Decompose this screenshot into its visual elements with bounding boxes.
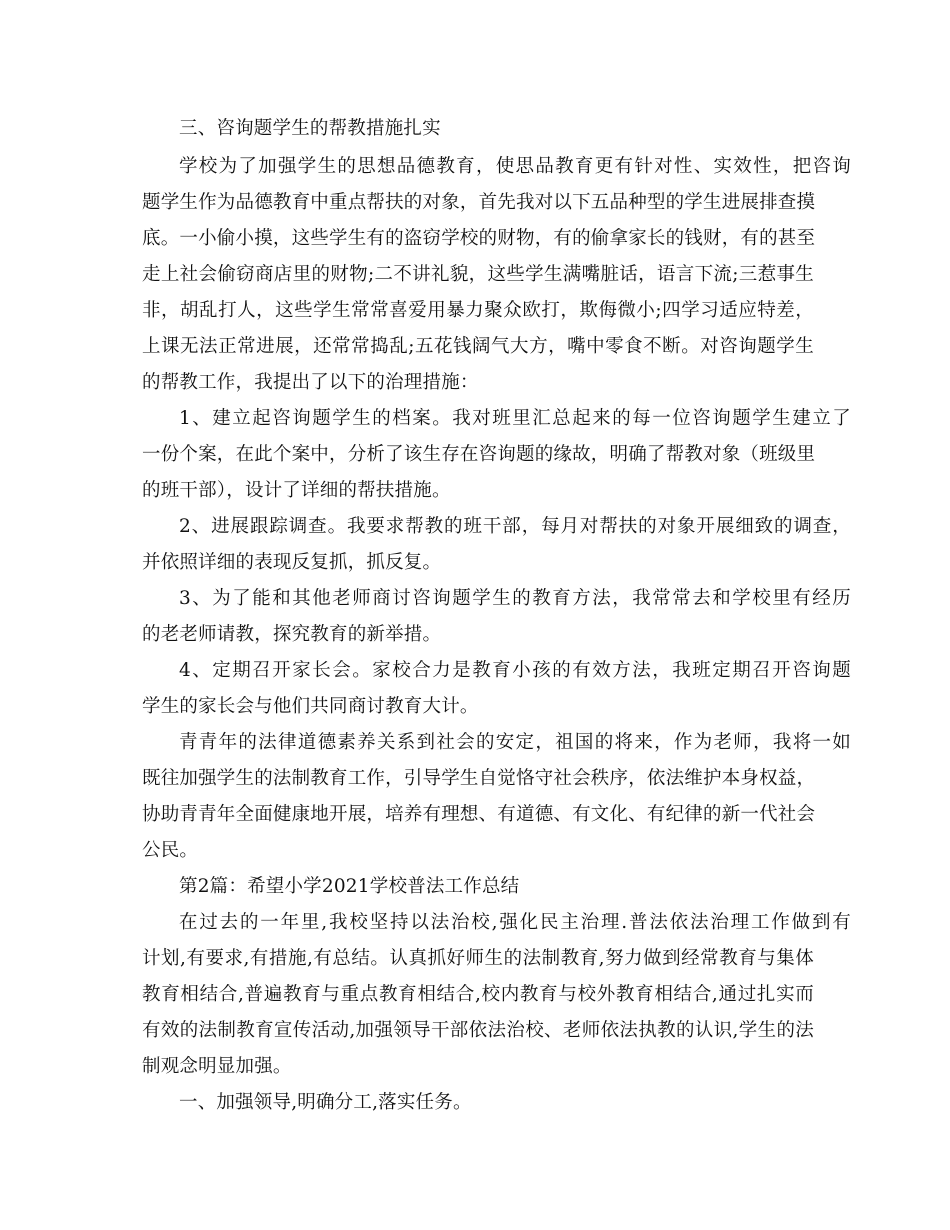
paragraph-line: 公民。 <box>142 840 199 861</box>
paragraph-line: 协助青青年全面健康地开展，培养有理想、有道德、有文化、有纪律的新一代社会 <box>142 804 816 825</box>
list-item-line: 学生的家长会与他们共同商讨教育大计。 <box>142 696 479 717</box>
paragraph-line: 题学生作为品德教育中重点帮扶的对象，首先我对以下五品种型的学生进展排查摸 <box>142 192 816 213</box>
paragraph-line: 有效的法制教育宣传活动,加强领导干部依法治校、老师依法执教的认识,学生的法 <box>142 1020 814 1041</box>
paragraph-line: 走上社会偷窃商店里的财物;二不讲礼貌，这些学生满嘴脏话，语言下流;三惹事生 <box>142 264 814 285</box>
list-item-line: 一份个案，在此个案中，分析了该生存在咨询题的缘故，明确了帮教对象（班级里 <box>142 444 816 465</box>
paragraph-line: 上课无法正常进展，还常常捣乱;五花钱阔气大方，嘴中零食不断。对咨询题学生 <box>142 336 814 357</box>
paragraph-line: 既往加强学生的法制教育工作，引导学生自觉恪守社会秩序，依法维护本身权益， <box>142 768 816 789</box>
section-heading-leadership: 一、加强领导,明确分工,落实任务。 <box>179 1092 472 1113</box>
paragraph-line: 制观念明显加强。 <box>142 1056 292 1077</box>
article-title: 第2篇：希望小学2021学校普法工作总结 <box>179 876 520 897</box>
paragraph-line: 计划,有要求,有措施,有总结。认真抓好师生的法制教育,努力做到经常教育与集体 <box>142 948 814 969</box>
paragraph-line: 学校为了加强学生的思想品德教育，使思品教育更有针对性、实效性，把咨询 <box>179 156 851 177</box>
paragraph-line: 青青年的法律道德素养关系到社会的安定，祖国的将来，作为老师，我将一如 <box>179 732 851 753</box>
list-item-line: 4、定期召开家长会。家校合力是教育小孩的有效方法，我班定期召开咨询题 <box>179 660 851 681</box>
paragraph-line: 在过去的一年里,我校坚持以法治校,强化民主治理.普法依法治理工作做到有 <box>179 912 851 933</box>
list-item-line: 3、为了能和其他老师商讨咨询题学生的教育方法，我常常去和学校里有经历 <box>179 588 851 609</box>
paragraph-line: 教育相结合,普遍教育与重点教育相结合,校内教育与校外教育相结合,通过扎实而 <box>142 984 814 1005</box>
list-item-line: 的老老师请教，探究教育的新举措。 <box>142 624 442 645</box>
list-item-line: 并依照详细的表现反复抓，抓反复。 <box>142 552 442 573</box>
list-item-line: 1、建立起咨询题学生的档案。我对班里汇总起来的每一位咨询题学生建立了 <box>179 408 851 429</box>
paragraph-line: 非，胡乱打人，这些学生常常喜爱用暴力聚众欧打，欺侮微小;四学习适应特差， <box>142 300 814 321</box>
paragraph-line: 的帮教工作，我提出了以下的治理措施： <box>142 372 479 393</box>
list-item-line: 的班干部），设计了详细的帮扶措施。 <box>142 480 451 501</box>
section-heading-measures: 三、咨询题学生的帮教措施扎实 <box>179 118 441 139</box>
list-item-line: 2、进展跟踪调查。我要求帮教的班干部，每月对帮扶的对象开展细致的调查， <box>179 516 851 537</box>
paragraph-line: 底。一小偷小摸，这些学生有的盗窃学校的财物，有的偷拿家长的钱财，有的甚至 <box>142 228 816 249</box>
